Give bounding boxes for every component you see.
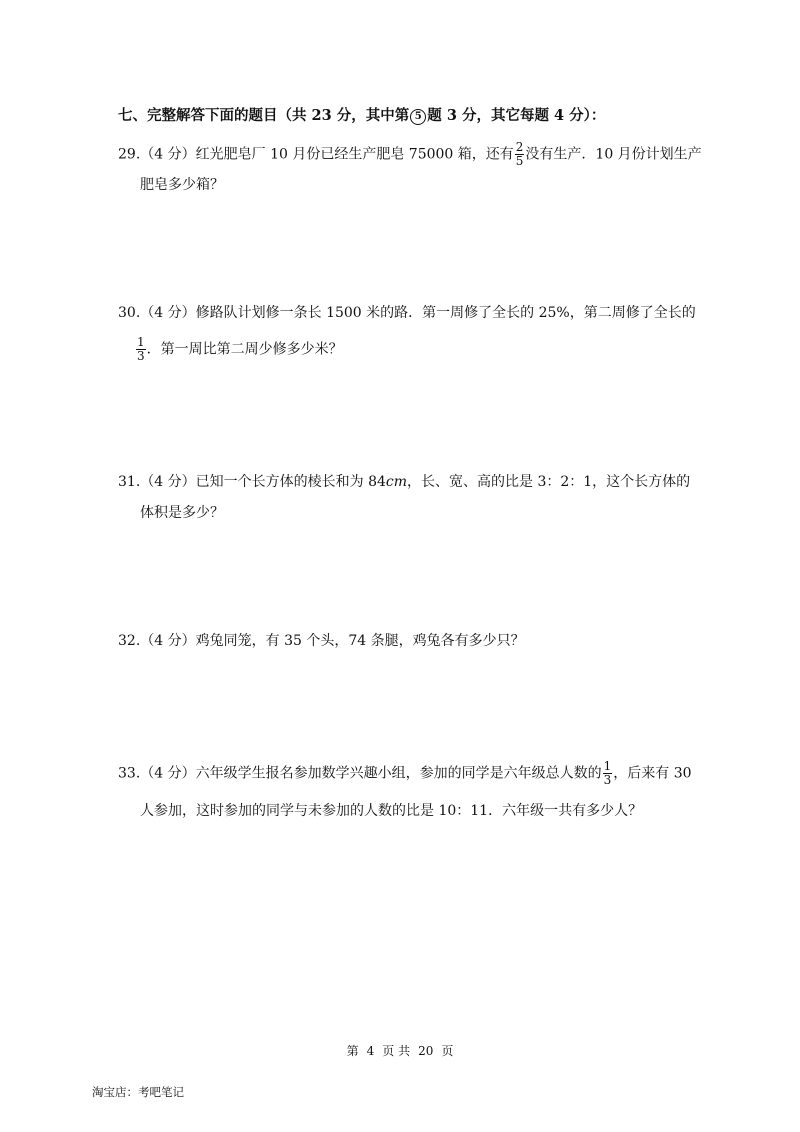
question-29-line-2: 肥皂多少箱？ (140, 177, 224, 193)
section-title-post: 题 3 分，其它每题 4 分）： (427, 107, 606, 124)
question-33-line-1 (118, 760, 692, 787)
q33-frac-denominator: 3 (603, 773, 612, 787)
footer-pre: 第 (346, 1044, 359, 1058)
q33-fraction (603, 760, 613, 787)
footer-total-pages: 20 (418, 1044, 434, 1058)
footer-page-number: 4 (366, 1044, 375, 1058)
question-32-line-1: 32.（4 分）鸡兔同笼，有 35 个头，74 条腿，鸡兔各有多少只？ (118, 633, 525, 649)
circled-number: 5 (410, 109, 426, 125)
q30-text-b: ．第一周比第二周少修多少米？ (146, 341, 343, 358)
question-29-line-1 (118, 141, 702, 168)
footer-post: 页 (441, 1044, 454, 1058)
q29-frac-numerator: 2 (515, 140, 524, 154)
question-30-line-1: 30.（4 分）修路队计划修一条长 1500 米的路．第一周修了全长的 25%，第二周修了全长的 (118, 305, 696, 321)
q30-fraction (136, 336, 146, 363)
question-30-line-2 (136, 336, 343, 363)
q29-text-b: 没有生产．10 月份计划生产 (525, 146, 702, 163)
section-title (118, 104, 605, 125)
question-33-line-2: 人参加，这时参加的同学与未参加的人数的比是 10：11．六年级一共有多少人？ (140, 803, 643, 819)
q29-fraction (515, 141, 525, 168)
question-31-line-1 (118, 472, 690, 492)
q29-text-a: 29.（4 分）红光肥皂厂 10 月份已经生产肥皂 75000 箱，还有 (118, 146, 514, 163)
q30-frac-numerator: 1 (137, 335, 145, 349)
q33-text-b: ，后来有 30 (613, 765, 692, 782)
q30-frac-denominator: 3 (137, 349, 145, 363)
shop-watermark: 淘宝店：考吧笔记 (92, 1085, 184, 1099)
page-footer (0, 1042, 800, 1059)
q33-frac-numerator: 1 (603, 759, 612, 773)
question-31-line-2: 体积是多少？ (140, 505, 224, 521)
q31-text-b: ，长、宽、高的比是 3：2：1，这个长方体的 (407, 474, 691, 490)
q29-frac-denominator: 5 (515, 154, 524, 168)
q31-unit: cm (385, 474, 408, 490)
q33-text-a: 33.（4 分）六年级学生报名参加数学兴趣小组，参加的同学是六年级总人数的 (118, 765, 602, 782)
q31-text-a: 31.（4 分）已知一个长方体的棱长和为 84 (118, 474, 386, 490)
section-title-pre: 七、完整解答下面的题目（共 23 分，其中第 (118, 107, 410, 124)
footer-mid: 页 共 (382, 1044, 411, 1058)
